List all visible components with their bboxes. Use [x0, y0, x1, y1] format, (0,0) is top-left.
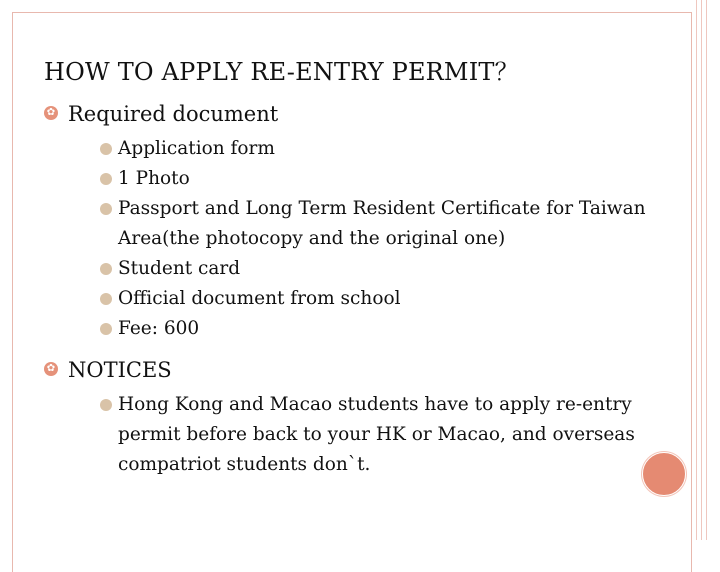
notices-list	[68, 390, 664, 480]
section-notices	[44, 356, 664, 480]
round-bullet-icon	[100, 173, 112, 185]
list-item: Passport and Long Term Resident Certificate for Taiwan Area(the photocopy and the original one)	[68, 194, 664, 254]
list-item: Fee: 600	[68, 314, 664, 344]
slide-body	[44, 100, 664, 480]
round-bullet-icon	[100, 203, 112, 215]
list-item: 1 Photo	[68, 164, 664, 194]
flower-bullet-icon: ✿	[44, 362, 58, 376]
slide-title: HOW TO APPLY RE-ENTRY PERMIT？	[44, 58, 519, 86]
round-bullet-icon	[100, 143, 112, 155]
decorative-rule	[696, 0, 697, 540]
section-heading: Required document	[68, 102, 279, 126]
round-bullet-icon	[100, 293, 112, 305]
round-bullet-icon	[100, 263, 112, 275]
decorative-rule	[706, 0, 707, 540]
round-bullet-icon	[100, 323, 112, 335]
decorative-rule	[701, 0, 702, 540]
list-item: Official document from school	[68, 284, 664, 314]
flower-bullet-icon: ✿	[44, 106, 58, 120]
round-bullet-icon	[100, 399, 112, 411]
document-list	[68, 134, 664, 344]
list-item: Student card	[68, 254, 664, 284]
section-heading: NOTICES	[68, 358, 172, 382]
section-required-document	[44, 100, 664, 344]
list-item: Application form	[68, 134, 664, 164]
list-item: Hong Kong and Macao students have to apply re-entry permit before back to your HK or Macao, and overseas compatriot students don`t.	[68, 390, 664, 480]
